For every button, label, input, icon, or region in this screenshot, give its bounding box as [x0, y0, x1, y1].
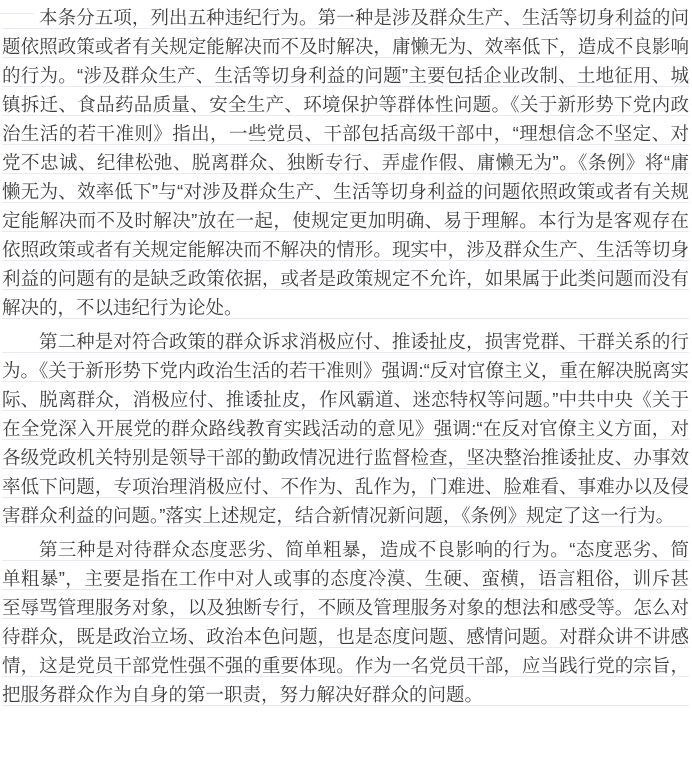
paragraph-first-violation: 本条分五项，列出五种违纪行为。第一种是涉及群众生产、生活等切身利益的问题依照政策或者有关规定能解决而不及时解决，庸懒无为、效率低下，造成不良影响的行为。“涉及群众生产、生活等切身利益的问题”主要包括企业改制、土地征用、城镇拆迁、食品药品质量、安全生产、环境保护等群体性问题。《关于新形势下党内政治生活的若干准则》指出，一些党员、干部包括高级干部中，“理想信念不坚定、对党不忠诚、纪律松弛、脱离群众、独断专行、弄虚作假、庸懒无为”。《条例》将“庸懒无为、效率低下”与“对涉及群众生产、生活等切身利益的问题依照政策或者有关规定能解决而不及时解决”放在一起，使规定更加明确、易于理解。本行为是客观存在依照政策或者有关规定能解决而不解决的情形。现实中，涉及群众生产、生活等切身利益的问题有的是缺乏政策依据，或者是政策规定不允许，如果属于此类问题而没有解决的，不以违纪行为论处。 — [2, 3, 689, 322]
paragraph-third-violation: 第三种是对待群众态度恶劣、简单粗暴，造成不良影响的行为。“态度恶劣、简单粗暴”，主要是指在工作中对人或事的态度冷漠、生硬、蛮横，语言粗俗，训斥甚至辱骂管理服务对象，以及独断专行，不顾及管理服务对象的想法和感受等。怎么对待群众，既是政治立场、政治本色问题，也是态度问题、感情问题。对群众讲不讲感情，这是党员干部党性强不强的重要体现。作为一名党员干部，应当践行党的宗旨，把服务群众作为自身的第一职责，努力解决好群众的问题。 — [2, 535, 689, 709]
ruled-line-fragment — [0, 13, 34, 14]
paragraph-second-violation: 第二种是对符合政策的群众诉求消极应付、推诿扯皮，损害党群、干群关系的行为。《关于新形势下党内政治生活的若干准则》强调:“反对官僚主义，重在解决脱离实际、脱离群众，消极应付、推诿扯皮，作风霸道、迷恋特权等问题。”中共中央《关于在全党深入开展党的群众路线教育实践活动的意见》强调:“在反对官僚主义方面，对各级党政机关特别是领导干部的勤政情况进行监督检查，坚决整治推诿扯皮、办事效率低下问题，专项治理消极应付、不作为、乱作为，门难进、脸难看、事难办以及侵害群众利益的问题。”落实上述规定，结合新情况新问题，《条例》规定了这一行为。 — [2, 327, 689, 530]
